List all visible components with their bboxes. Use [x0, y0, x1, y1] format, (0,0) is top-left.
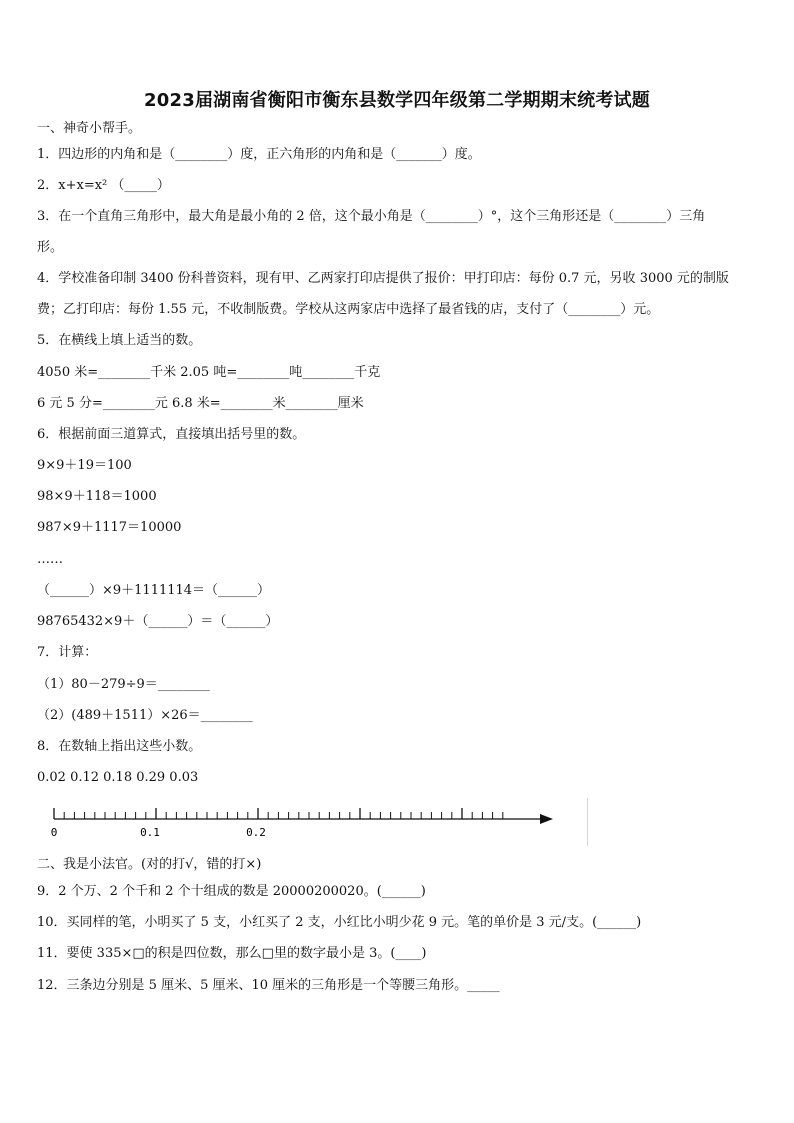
section-heading-2: 二、我是小法官。(对的打√，错的打×)	[37, 857, 262, 872]
question-7-item-2: （2）(489＋1511）×26＝________	[37, 708, 253, 723]
question-6: 6．根据前面三道算式，直接填出括号里的数。	[37, 427, 306, 442]
question-6-equation-e: 98765432×9＋（______）＝（______）	[37, 614, 279, 629]
question-8: 8．在数轴上指出这些小数。	[37, 739, 202, 754]
question-6-equation-d: （______）×9＋1111114＝（______）	[37, 583, 271, 598]
question-12: 12．三条边分别是 5 厘米、5 厘米、10 厘米的三角形是一个等腰三角形。_____	[37, 978, 500, 993]
question-5-item-b: 6 元 5 分=________元 6.8 米=________米________厘米	[37, 396, 364, 411]
question-5-item-a: 4050 米=________千米 2.05 吨=________吨________千克	[37, 365, 381, 380]
question-6-ellipsis: ……	[37, 552, 63, 567]
question-1: 1．四边形的内角和是（________）度，正六角形的内角和是（_______）度。	[37, 147, 481, 162]
number-line	[40, 800, 560, 842]
page-title: 2023届湖南省衡阳市衡东县数学四年级第二学期期末统考试题	[144, 90, 650, 111]
question-3-line-1: 3．在一个直角三角形中，最大角是最小角的 2 倍，这个最小角是（________）°，这个三角形还是（________）三角	[37, 209, 706, 224]
question-8-values: 0.02 0.12 0.18 0.29 0.03	[37, 770, 199, 785]
question-11: 11．要使 335×□的积是四位数，那么□里的数字最小是 3。(____)	[37, 946, 427, 961]
question-9: 9．2 个万、2 个千和 2 个十组成的数是 20000200020。(______)	[37, 884, 426, 899]
axis-label-0.1: 0.1	[140, 826, 160, 839]
question-2: 2．x+x=x² （_____）	[37, 178, 170, 193]
scan-edge-line	[587, 798, 588, 846]
question-7: 7．计算：	[37, 645, 98, 660]
question-6-equation-b: 98×9＋118＝1000	[37, 489, 157, 504]
axis-label-0.2: 0.2	[246, 826, 266, 839]
question-7-item-1: （1）80－279÷9＝________	[37, 677, 210, 692]
question-4-line-1: 4．学校准备印制 3400 份科普资料，现有甲、乙两家打印店提供了报价：甲打印店：每份 0.7 元，另收 3000 元的制版	[37, 271, 729, 286]
question-3-line-2: 形。	[37, 240, 64, 255]
question-10: 10．买同样的笔，小明买了 5 支，小红买了 2 支，小红比小明少花 9 元。笔的单价是 3 元/支。(______)	[37, 915, 642, 930]
number-line-arrow	[540, 814, 553, 824]
question-6-equation-c: 987×9＋1117＝10000	[37, 520, 182, 535]
question-6-equation-a: 9×9＋19＝100	[37, 458, 132, 473]
question-4-line-2: 费；乙打印店：每份 1.55 元，不收制版费。学校从这两家店中选择了最省钱的店，支付了（________）元。	[37, 302, 660, 317]
question-5: 5．在横线上填上适当的数。	[37, 333, 202, 348]
section-heading-1: 一、神奇小帮手。	[37, 121, 142, 136]
axis-label-0: 0	[50, 826, 58, 839]
